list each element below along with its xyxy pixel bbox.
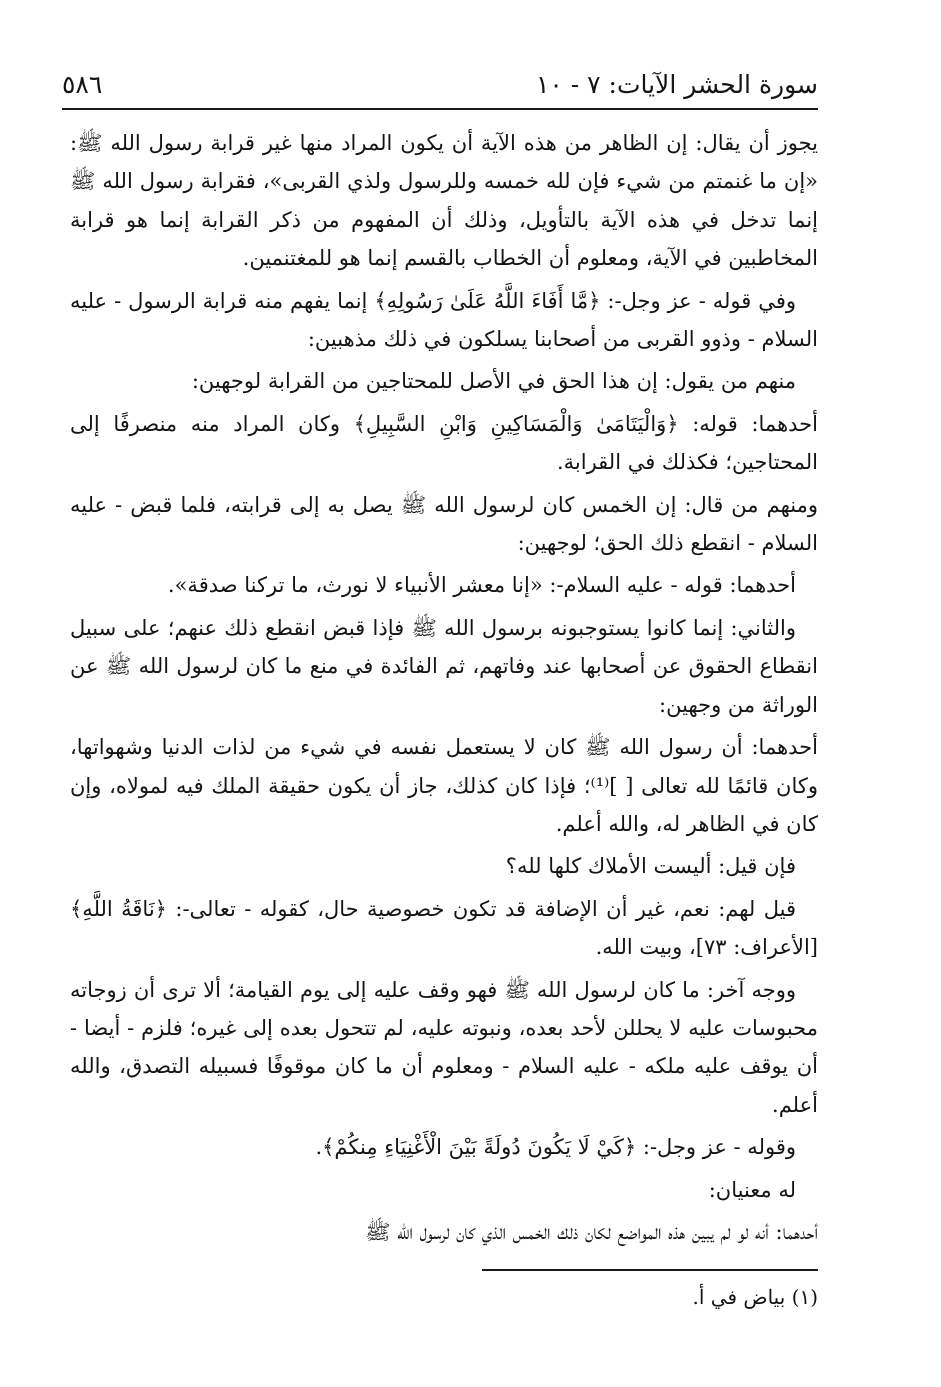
paragraph: فإن قيل: أليست الأملاك كلها لله؟ <box>505 854 796 879</box>
main-text <box>70 124 818 1255</box>
paragraph: منهم من يقول: إن هذا الحق في الأصل للمحتاجين من القرابة لوجهين: <box>191 369 796 394</box>
paragraph: يجوز أن يقال: إن الظاهر من هذه الآية أن يكون المراد منها غير قرابة رسول الله ﷺ: «إن ما غنمتم من شيء فإن لله خمسه وللرسول ولذي القربى»، فقرابة رسول الله ﷺ إنما تدخل في هذه الآية بالتأويل، وذلك أن المفهوم من ذكر القرابة إنما هو قرابة المخاطبين في الآية، ومعلوم أن الخطاب بالقسم إنما هو للمغتنمين. <box>70 131 818 271</box>
paragraph: له معنيان: <box>708 1177 796 1202</box>
paragraph: ومنهم من قال: إن الخمس كان لرسول الله ﷺ يصل به إلى قرابته، فلما قبض - عليه السلام - انقطع ذلك الحق؛ لوجهين: <box>70 492 818 556</box>
footnote-rule <box>482 1269 818 1271</box>
paragraph: وقوله - عز وجل-: ﴿كَيْ لَا يَكُونَ دُولَةً بَيْنَ الْأَغْنِيَاءِ مِنكُمْ﴾. <box>315 1135 796 1160</box>
header-rule <box>62 108 818 110</box>
footnote: (١) بياض في أ. <box>692 1285 818 1309</box>
paragraph: والثاني: إنما كانوا يستوجبونه برسول الله ﷺ فإذا قبض انقطع ذلك عنهم؛ على سبيل انقطاع الحقوق عن أصحابها عند وفاتهم، ثم الفائدة في منع ما كان لرسول الله ﷺ عن الوراثة من وجهين: <box>70 615 818 717</box>
paragraph: قيل لهم: نعم، غير أن الإضافة قد تكون خصوصية حال، كقوله - تعالى-: ﴿نَاقَةُ اللَّهِ﴾ [الأعراف: ٧٣]، وبيت الله. <box>70 896 818 960</box>
paragraph: أحدهما: أنه لو لم يبين هذه المواضع لكان ذلك الخمس الذي كان لرسول الله ﷺ <box>365 1219 818 1244</box>
surah-title: سورة الحشر الآيات: ٧ - ١٠ <box>535 69 818 99</box>
page-header <box>62 64 818 104</box>
paragraph: أحدهما: قوله: ﴿وَالْيَتَامَىٰ وَالْمَسَاكِينِ وَابْنِ السَّبِيلِ﴾ وكان المراد منه منصرفًا إلى المحتاجين؛ فكذلك في القرابة. <box>70 411 818 475</box>
paragraph: أحدهما: أن رسول الله ﷺ كان لا يستعمل نفسه في شيء من لذات الدنيا وشهواتها، وكان قائمًا لله تعالى [ ]⁽¹⁾؛ فإذا كان كذلك، جاز أن يكون حقيقة الملك فيه لمولاه، وإن كان في الظاهر له، والله أعلم. <box>70 735 818 836</box>
paragraph: أحدهما: قوله - عليه السلام-: «إنا معشر الأنبياء لا نورث، ما تركنا صدقة». <box>167 573 796 598</box>
paragraph: وفي قوله - عز وجل-: ﴿مَّا أَفَاءَ اللَّهُ عَلَىٰ رَسُولِهِ﴾ إنما يفهم منه قرابة الرسول - عليه السلام - وذوو القربى من أصحابنا يسلكون في ذلك مذهبين: <box>70 288 818 352</box>
paragraph: ووجه آخر: ما كان لرسول الله ﷺ فهو وقف عليه إلى يوم القيامة؛ ألا ترى أن زوجاته محبوسات عليه لا يحللن لأحد بعده، ونبوته عليه، لم تتحول بعده إلى غيره؛ فلزم - أيضا - أن يوقف عليه ملكه - عليه السلام - ومعلوم أن ما كان موقوفًا فسبيله التصدق، والله أعلم. <box>70 977 818 1117</box>
page-number: ٥٨٦ <box>62 69 103 99</box>
